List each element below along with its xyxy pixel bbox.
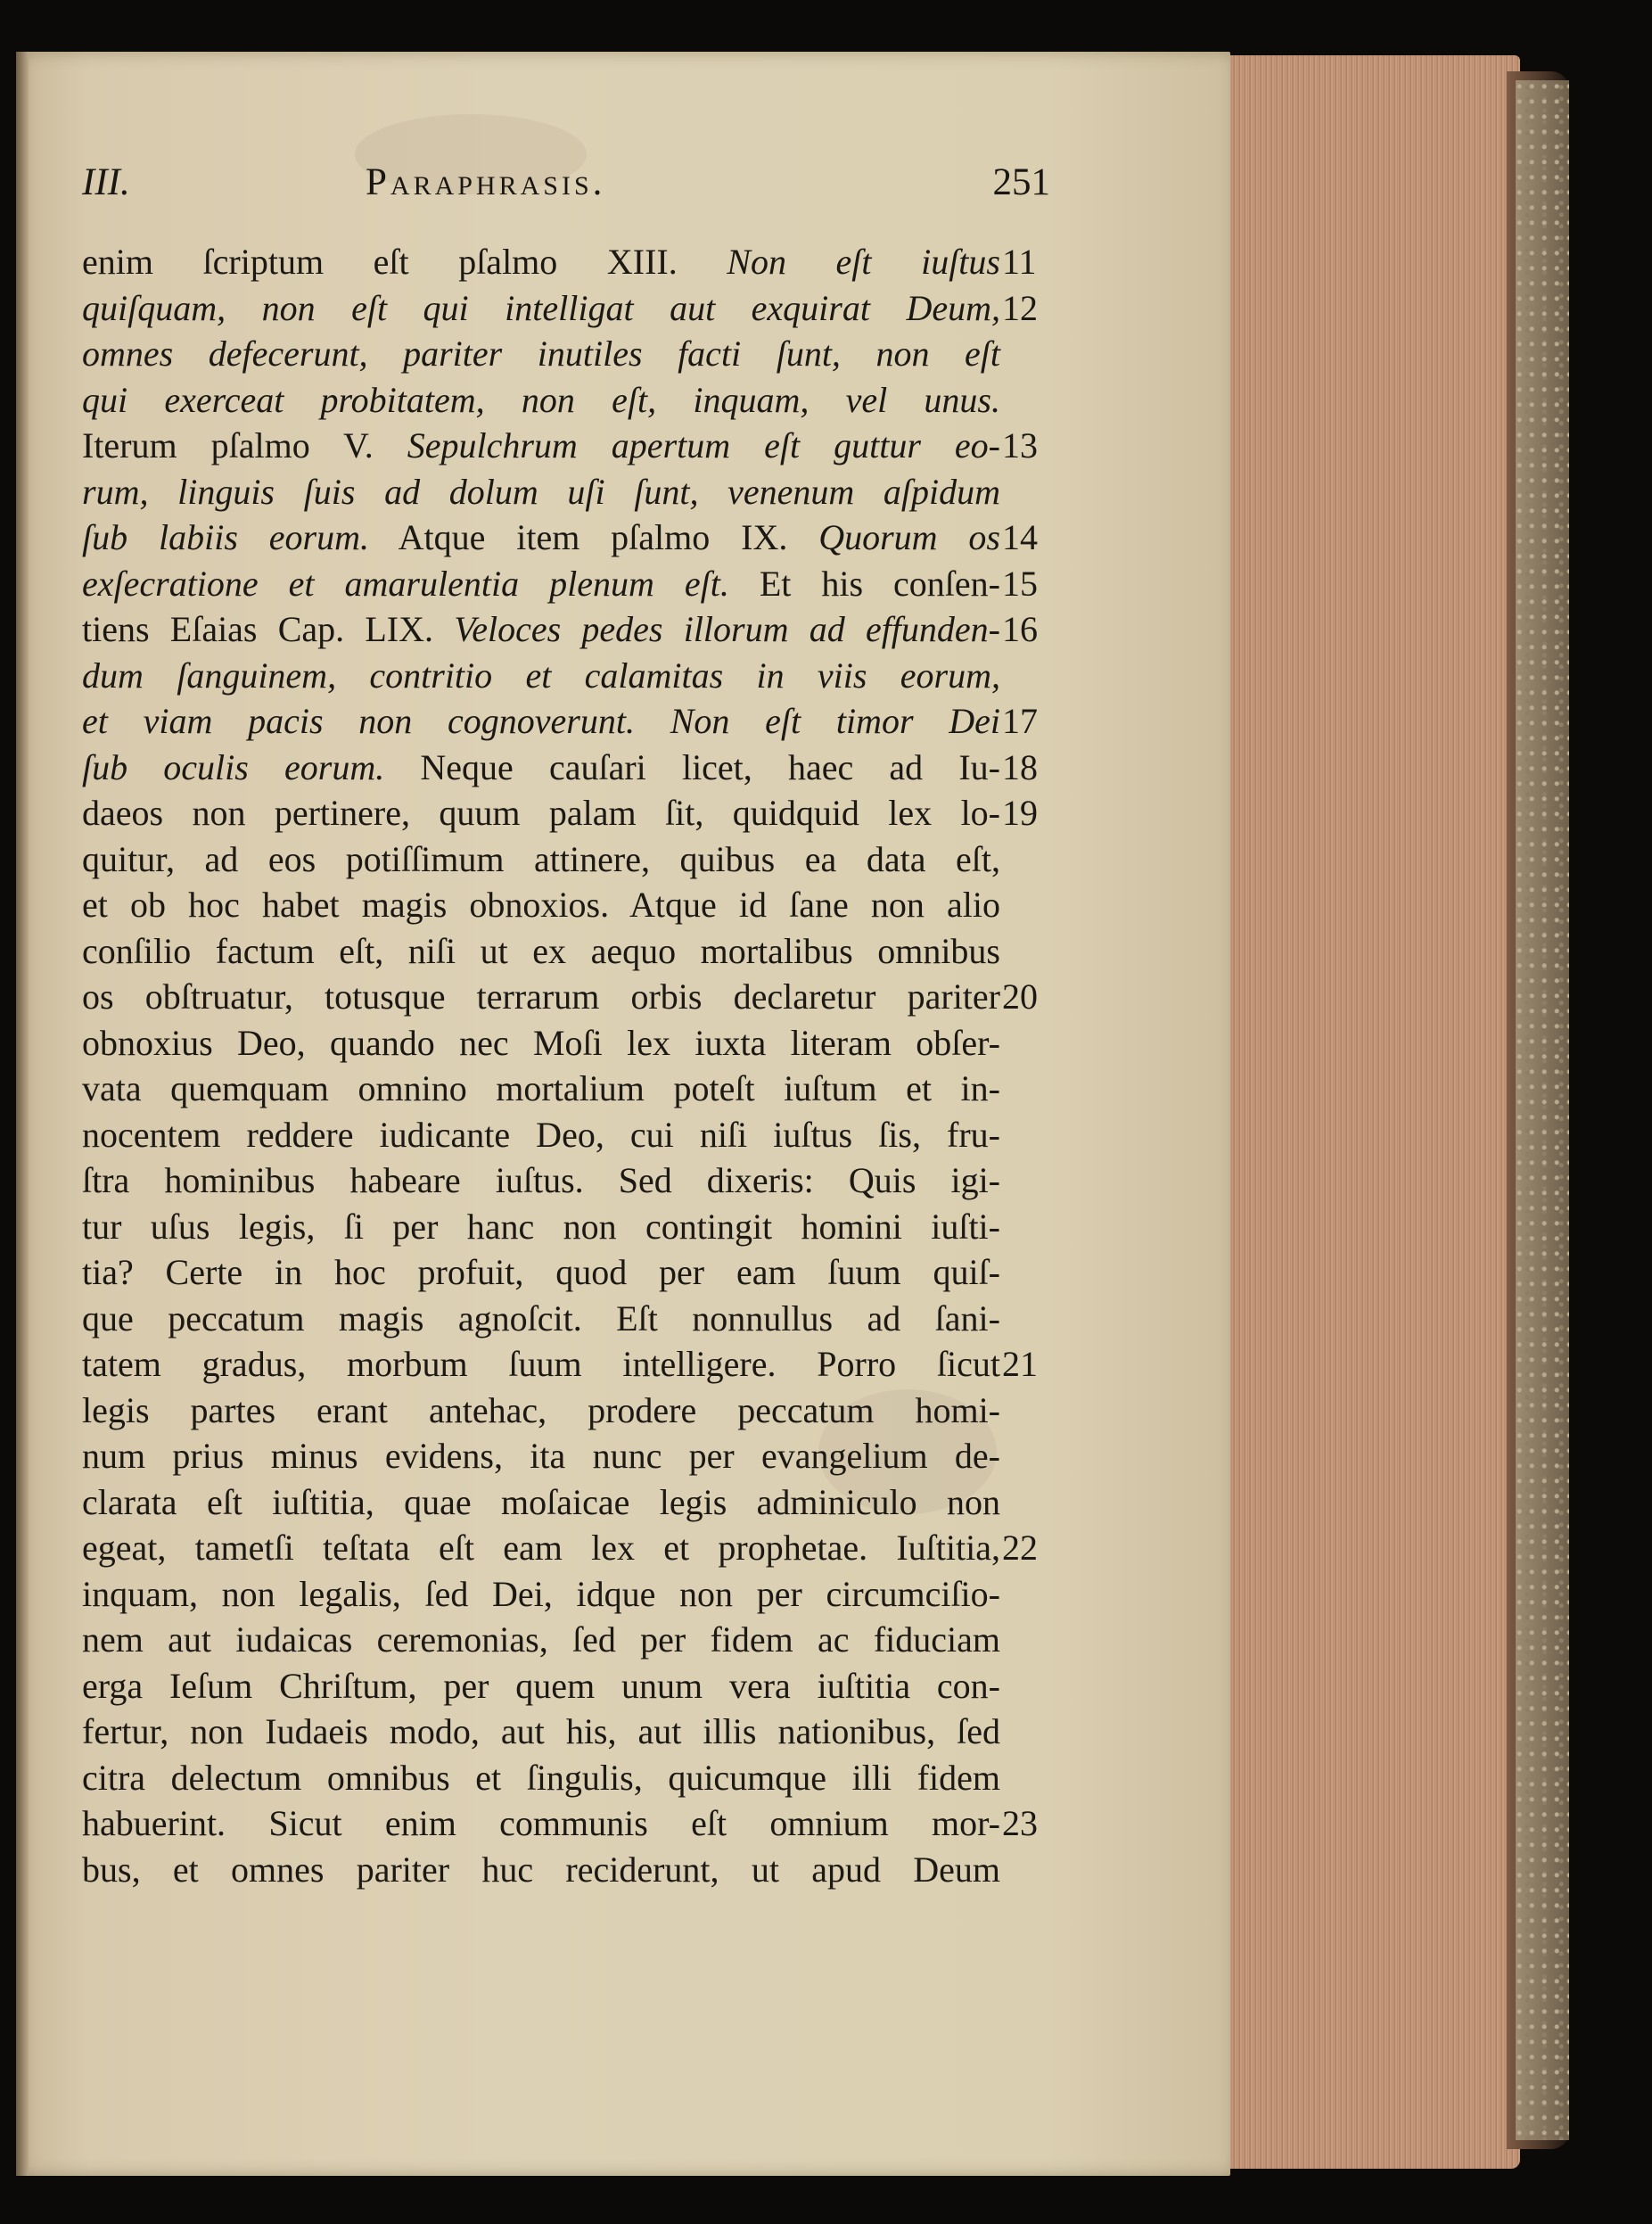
- text-run: Sepulchrum apertum eſt guttur eo-: [407, 425, 1000, 465]
- verse-number: [1002, 1066, 1052, 1112]
- text-run: legis partes erant antehac, prodere peccatum homi-: [82, 1389, 1000, 1430]
- verse-number: 23: [1002, 1803, 1038, 1843]
- text-run: enim ſcriptum eſt pſalmo XIII.: [82, 242, 727, 282]
- text-run: tur uſus legis, ſi per hanc non contingit homini iuſti-: [82, 1206, 1000, 1247]
- verse-number: 12: [1002, 287, 1038, 328]
- text-run: conſilio factum eſt, niſi ut ex aequo mortalibus omnibus: [82, 930, 1000, 971]
- text-line: [82, 1296, 1000, 1342]
- text-run: nocentem reddere iudicante Deo, cui niſi iuſtus ſis, fru-: [82, 1114, 1000, 1155]
- verse-number: 14: [1002, 517, 1038, 557]
- verse-number: 22: [1002, 1528, 1038, 1568]
- text-run: tia? Certe in hoc profuit, quod per eam ſuum quiſ-: [82, 1252, 1000, 1292]
- verse-number: [1002, 1020, 1052, 1067]
- chapter-number: III.: [82, 161, 130, 203]
- text-run: rum, linguis ſuis ad dolum uſi ſunt, venenum aſpidum: [82, 471, 1000, 512]
- text-line: [82, 790, 1000, 836]
- text-line: [82, 1249, 1000, 1296]
- text-run: tiens Eſaias Cap. LIX.: [82, 609, 455, 649]
- text-run: citra delectum omnibus et ſingulis, quicumque illi fidem: [82, 1757, 1000, 1798]
- verse-number: [1002, 928, 1052, 975]
- page-header: [82, 153, 1050, 207]
- text-line: [82, 1433, 1000, 1479]
- text-line: [82, 1204, 1000, 1250]
- verse-number: [1002, 836, 1052, 883]
- verse-number: [1002, 1249, 1052, 1296]
- text-line: [82, 239, 1000, 285]
- text-run: Atque item pſalmo IX.: [368, 517, 819, 557]
- verse-number: [1002, 1709, 1052, 1755]
- text-line: [82, 606, 1000, 653]
- verse-number: [1002, 1479, 1052, 1526]
- text-line: [82, 1800, 1000, 1847]
- verse-number: [1002, 1755, 1052, 1801]
- text-line: [82, 928, 1000, 975]
- text-run: exſecratione et amarulentia plenum eſt.: [82, 563, 729, 604]
- verse-number: [1002, 1571, 1052, 1618]
- verse-number: 21: [1002, 1344, 1038, 1384]
- text-line: [82, 745, 1000, 791]
- text-run: nem aut iudaicas ceremonias, ſed per fidem ac fiduciam: [82, 1619, 1000, 1660]
- text-run: Et his conſen-: [728, 563, 1000, 604]
- verse-number: 20: [1002, 976, 1038, 1017]
- text-line: [82, 974, 1000, 1020]
- running-title: Paraphrasis.: [366, 161, 606, 203]
- verse-number: [1002, 331, 1052, 377]
- verse-number: [1002, 1388, 1052, 1434]
- text-line: [82, 653, 1000, 699]
- verse-number: [1002, 469, 1052, 515]
- text-line: [82, 836, 1000, 883]
- text-line: [82, 1388, 1000, 1434]
- verse-number: [1002, 1433, 1052, 1479]
- text-run: ſtra hominibus habeare iuſtus. Sed dixeris: Quis igi-: [82, 1160, 1000, 1200]
- text-run: ſub oculis eorum.: [82, 746, 385, 787]
- text-run: fertur, non Iudaeis modo, aut his, aut illis nationibus, ſed: [82, 1711, 1000, 1751]
- verse-number: 11: [1002, 242, 1037, 282]
- text-run: os obſtruatur, totusque terrarum orbis declaretur pariter: [82, 976, 1000, 1017]
- text-line: [82, 1066, 1000, 1112]
- text-line: [82, 331, 1000, 377]
- verse-number: [1002, 377, 1052, 424]
- text-run: quitur, ad eos potiſſimum attinere, quibus ea data eſt,: [82, 838, 1000, 879]
- text-run: et viam pacis non cognoverunt. Non eſt timor Dei: [82, 701, 1000, 741]
- text-line: [82, 285, 1000, 332]
- verse-number: 16: [1002, 609, 1038, 649]
- text-line: [82, 882, 1000, 928]
- text-run: daeos non pertinere, quum palam ſit, quidquid lex lo-: [82, 793, 1000, 833]
- text-run: Iterum pſalmo V.: [82, 425, 407, 465]
- text-line: [82, 1663, 1000, 1709]
- text-run: qui exerceat probitatem, non eſt, inquam, vel unus.: [82, 379, 1000, 420]
- text-line: [82, 1571, 1000, 1618]
- text-line: [82, 1112, 1000, 1158]
- text-run: inquam, non legalis, ſed Dei, idque non per circumciſio-: [82, 1573, 1000, 1614]
- verse-number: 15: [1002, 563, 1038, 604]
- text-line: [82, 1617, 1000, 1663]
- verse-number: [1002, 1296, 1052, 1342]
- text-line: [82, 1479, 1000, 1526]
- page-edges: [1226, 55, 1520, 2169]
- text-line: [82, 1709, 1000, 1755]
- text-run: que peccatum magis agnoſcit. Eſt nonnullus ad ſani-: [82, 1297, 1000, 1339]
- text-run: obnoxius Deo, quando nec Moſi lex iuxta literam obſer-: [82, 1022, 1000, 1063]
- text-line: [82, 1755, 1000, 1801]
- verse-number: [1002, 1617, 1052, 1663]
- verse-number: [1002, 1663, 1052, 1709]
- verse-number: 13: [1002, 425, 1038, 465]
- text-line: [82, 561, 1000, 607]
- verse-number: 17: [1002, 701, 1038, 741]
- text-run: clarata eſt iuſtitia, quae moſaicae legis adminiculo non: [82, 1481, 1000, 1522]
- text-run: ſub labiis eorum.: [82, 517, 369, 557]
- text-line: [82, 423, 1000, 469]
- text-run: num prius minus evidens, ita nunc per evangelium de-: [82, 1436, 1000, 1476]
- text-line: [82, 1157, 1000, 1204]
- text-run: tatem gradus, morbum ſuum intelligere. Porro ſicut: [82, 1344, 1000, 1384]
- text-run: erga Ieſum Chriſtum, per quem unum vera iuſtitia con-: [82, 1665, 1000, 1706]
- text-line: [82, 1341, 1000, 1388]
- text-line: [82, 698, 1000, 745]
- verse-number-column: [1002, 239, 1052, 1892]
- text-run: bus, et omnes pariter huc reciderunt, ut apud Deum: [82, 1849, 1000, 1890]
- verse-number: [1002, 1112, 1052, 1158]
- text-run: quiſquam, non eſt qui intelligat aut exquirat Deum,: [82, 287, 1000, 328]
- text-run: Neque cauſari licet, haec ad Iu-: [384, 746, 1000, 787]
- text-line: [82, 377, 1000, 424]
- page-number: 251: [992, 161, 1050, 203]
- text-line: [82, 469, 1000, 515]
- text-run: dum ſanguinem, contritio et calamitas in viis eorum,: [82, 655, 1000, 696]
- verse-number: 19: [1002, 793, 1038, 833]
- verse-number: [1002, 1847, 1052, 1893]
- text-run: habuerint. Sicut enim communis eſt omnium mor-: [82, 1803, 1000, 1843]
- verse-number: 18: [1002, 746, 1038, 787]
- text-line: [82, 1020, 1000, 1067]
- verse-number: [1002, 882, 1052, 928]
- verse-number: [1002, 653, 1052, 699]
- verse-number: [1002, 1157, 1052, 1204]
- text-run: Veloces pedes illorum ad effunden-: [454, 609, 1000, 649]
- text-run: et ob hoc habet magis obnoxios. Atque id ſane non alio: [82, 885, 1000, 925]
- text-run: Quorum os: [818, 517, 1000, 557]
- text-run: Non eſt iuſtus: [727, 242, 1000, 282]
- text-run: egeat, tametſi teſtata eſt eam lex et prophetae. Iuſtitia,: [82, 1528, 1000, 1568]
- text-line: [82, 515, 1000, 561]
- text-run: vata quemquam omnino mortalium poteſt iuſtum et in-: [82, 1068, 1000, 1108]
- text-run: omnes defecerunt, pariter inutiles facti ſunt, non eſt: [82, 334, 1000, 374]
- verse-number: [1002, 1204, 1052, 1250]
- body-text: [82, 239, 1000, 1892]
- page-gutter: [16, 52, 29, 2176]
- text-line: [82, 1525, 1000, 1571]
- text-line: [82, 1847, 1000, 1893]
- marbled-board: [1516, 80, 1569, 2140]
